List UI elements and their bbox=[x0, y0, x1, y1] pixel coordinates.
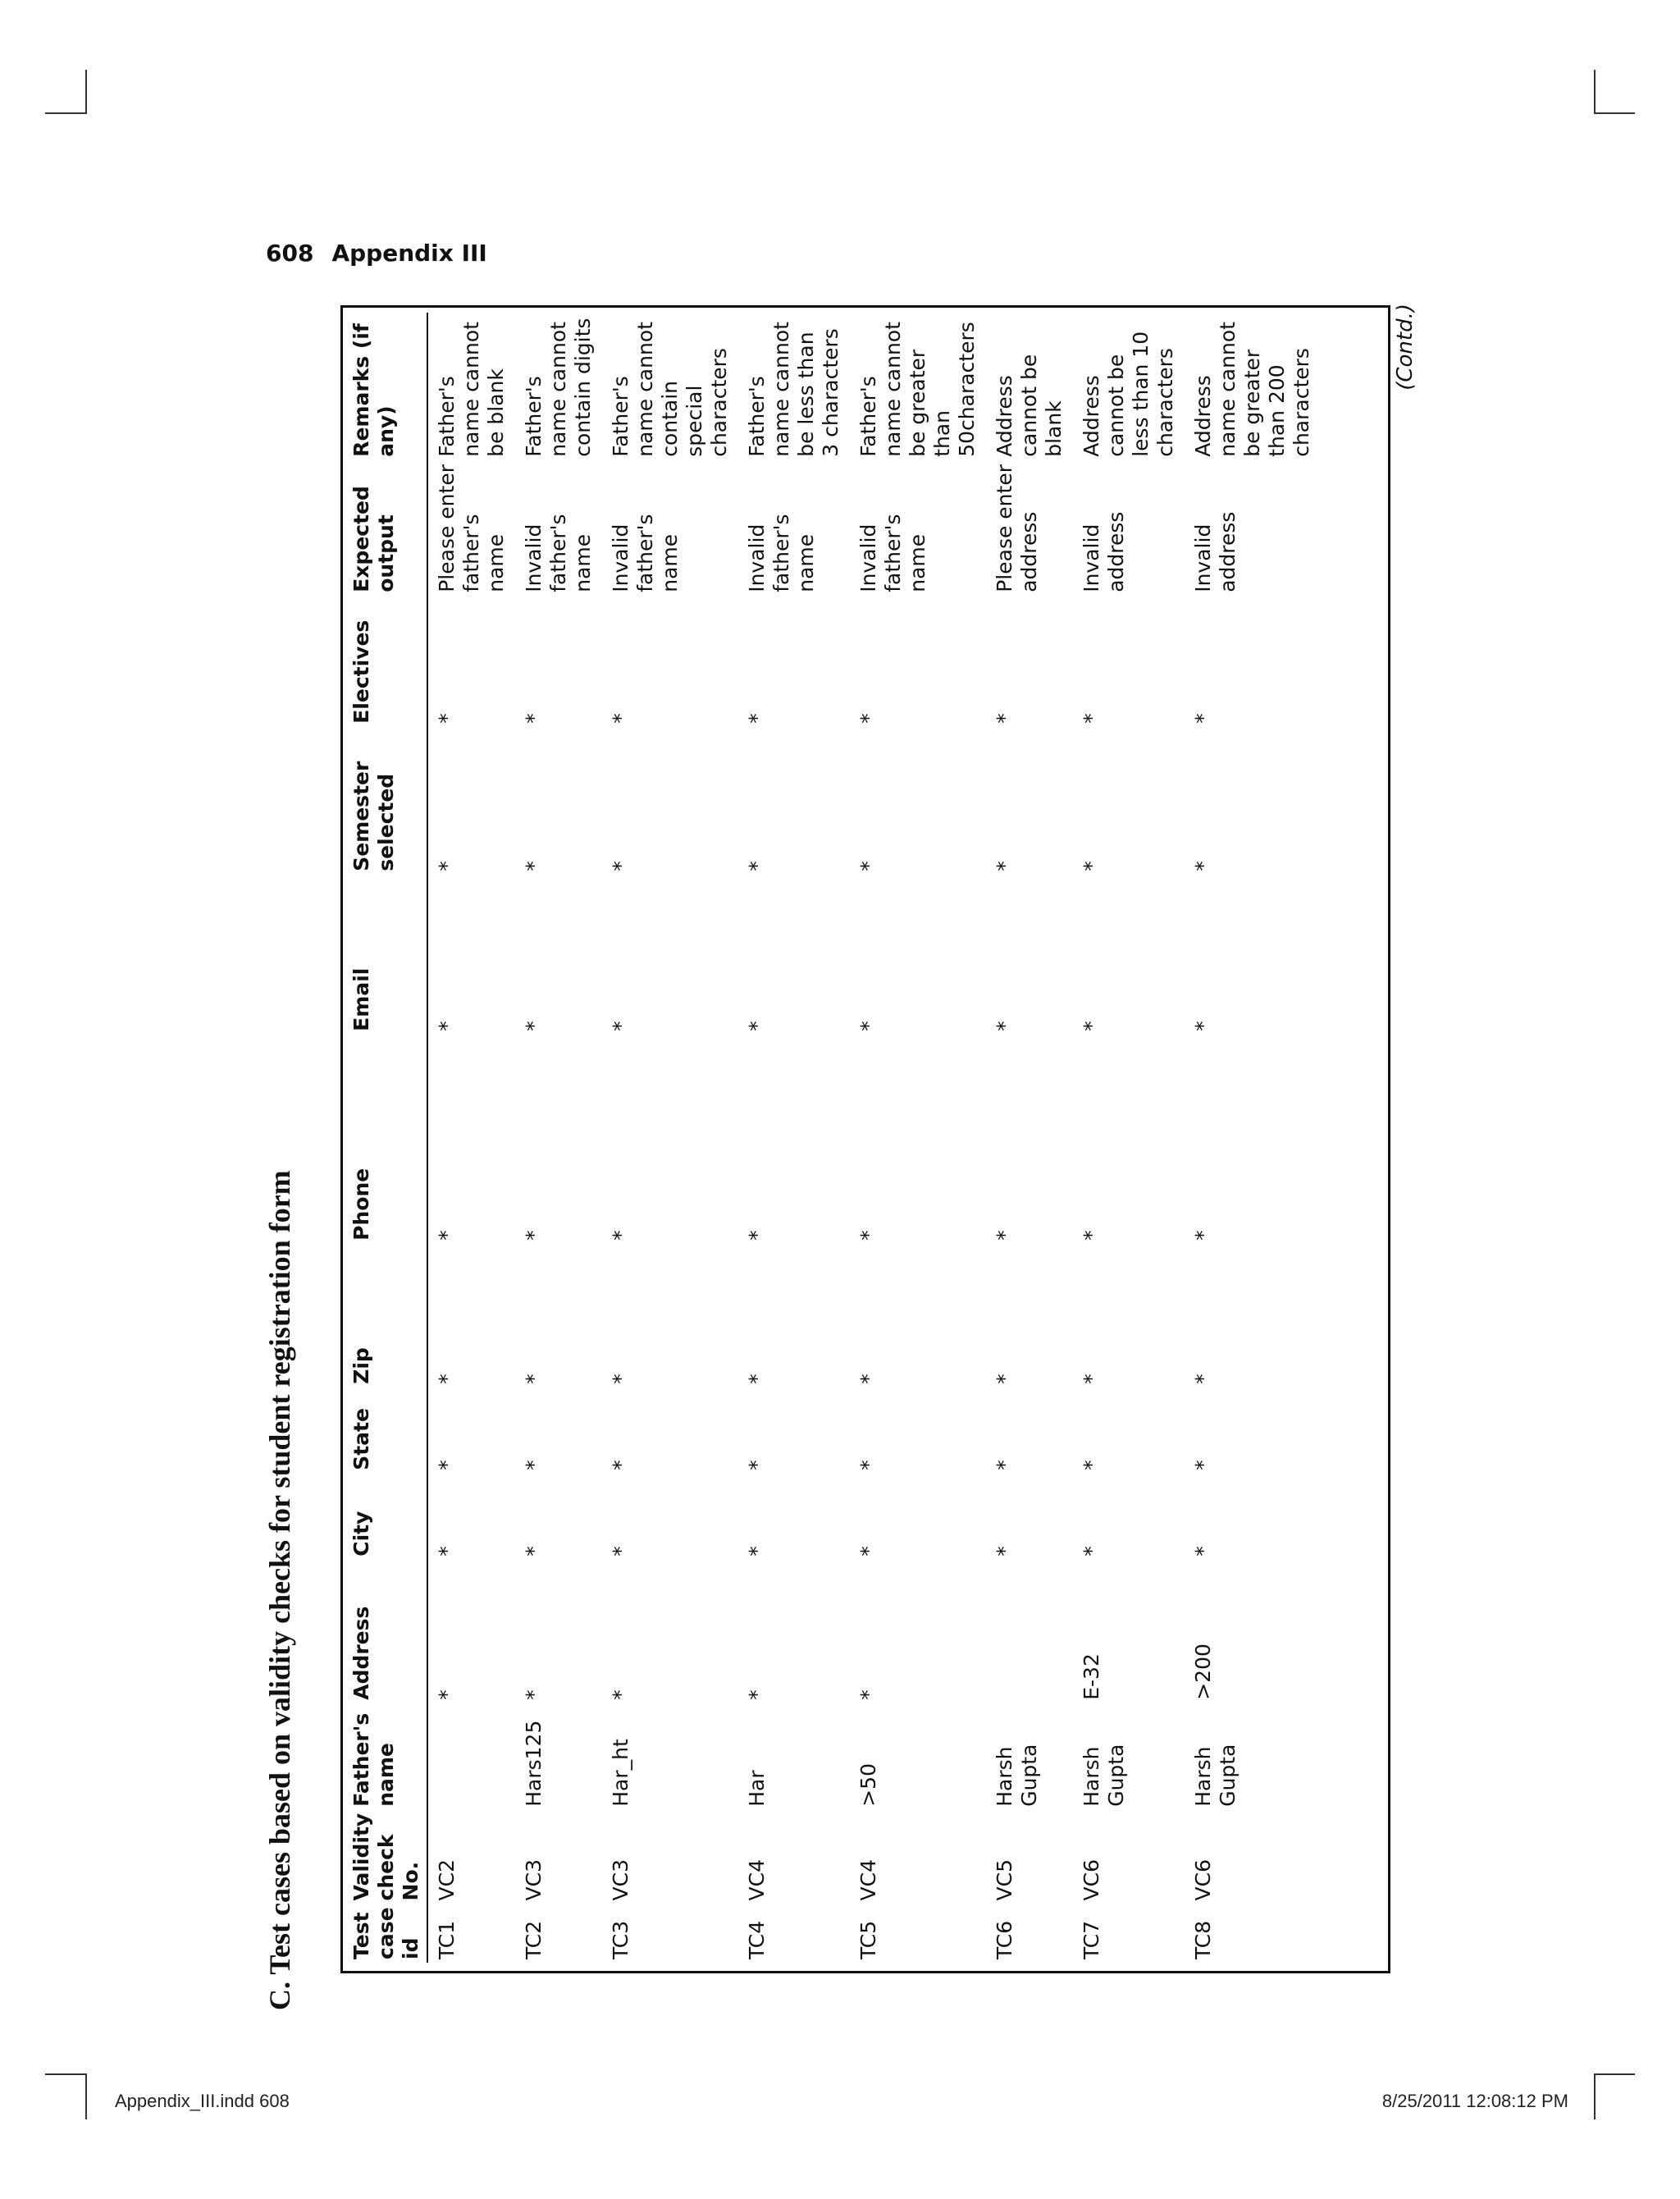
table-cell: Father's name cannot be greater than 50characters bbox=[856, 322, 979, 457]
table-cell: E-32 bbox=[1080, 1653, 1103, 1700]
crop-mark bbox=[85, 2073, 87, 2119]
column-header: Expected output bbox=[349, 486, 398, 592]
table-cell: Invalid address bbox=[1080, 511, 1128, 592]
table-cell: * bbox=[993, 1460, 1016, 1470]
table-cell: Address cannot be blank bbox=[993, 354, 1066, 457]
table-cell: * bbox=[993, 713, 1016, 724]
table-cell: Har bbox=[745, 1770, 769, 1807]
table-cell: VC2 bbox=[435, 1859, 459, 1901]
table-cell: * bbox=[522, 713, 546, 724]
table-cell: * bbox=[522, 1374, 546, 1384]
table-cell: * bbox=[993, 1546, 1016, 1557]
page-number: 608 bbox=[266, 240, 314, 267]
table-cell: * bbox=[435, 1460, 459, 1470]
table-cell: Invalid address bbox=[1191, 511, 1239, 592]
table-cell: * bbox=[745, 1230, 769, 1241]
table-body bbox=[427, 313, 1321, 1963]
table-cell: * bbox=[856, 861, 880, 871]
table-cell: Har_ht bbox=[609, 1739, 632, 1807]
table-cell: * bbox=[856, 1021, 880, 1031]
table-cell: Father's name cannot be less than 3 characters bbox=[745, 322, 842, 457]
table-cell: * bbox=[522, 1460, 546, 1470]
table-cell: * bbox=[1080, 1374, 1103, 1384]
table-cell: * bbox=[609, 1230, 632, 1241]
table-cell: * bbox=[1191, 861, 1215, 871]
table-cell: VC3 bbox=[522, 1859, 546, 1901]
table-cell: * bbox=[522, 1021, 546, 1031]
table-row bbox=[850, 313, 986, 1963]
section-title: Appendix III bbox=[331, 240, 487, 267]
column-header: Address bbox=[349, 1606, 373, 1700]
table-cell: * bbox=[435, 1021, 459, 1031]
table-cell: VC3 bbox=[609, 1859, 632, 1901]
table-cell: * bbox=[1191, 1374, 1215, 1384]
table-row bbox=[738, 313, 850, 1963]
table-row bbox=[515, 313, 602, 1963]
table-cell: * bbox=[745, 1021, 769, 1031]
table-cell: * bbox=[609, 1546, 632, 1557]
table-cell: * bbox=[435, 861, 459, 871]
slug-timestamp: 8/25/2011 12:08:12 PM bbox=[1381, 2091, 1568, 2111]
table-cell: * bbox=[856, 1230, 880, 1241]
table-cell: * bbox=[1191, 1460, 1215, 1470]
table-cell: Invalid father's name bbox=[745, 514, 818, 592]
crop-mark bbox=[45, 112, 86, 114]
table-cell: Please enter father's name bbox=[435, 464, 508, 592]
table-cell: Father's name cannot contain digits bbox=[522, 318, 595, 457]
table-cell: * bbox=[1191, 1021, 1215, 1031]
column-header: Validity check No. bbox=[349, 1813, 422, 1901]
table-row bbox=[427, 313, 515, 1963]
table-cell: * bbox=[609, 861, 632, 871]
table-row bbox=[986, 313, 1073, 1963]
slug-file: Appendix_III.indd 608 bbox=[115, 2091, 290, 2111]
table-cell: * bbox=[522, 1230, 546, 1241]
table-frame bbox=[340, 305, 1390, 1973]
table-cell: Please enter address bbox=[993, 464, 1041, 592]
crop-mark bbox=[85, 70, 87, 114]
crop-mark bbox=[1594, 2073, 1635, 2075]
continued-label: (Contd.) bbox=[1393, 304, 1418, 391]
table-cell: * bbox=[856, 1374, 880, 1384]
crop-mark bbox=[1594, 2073, 1596, 2119]
column-header: Semester selected bbox=[349, 761, 398, 871]
column-header: City bbox=[349, 1511, 373, 1557]
table-cell: TC8 bbox=[1191, 1920, 1215, 1959]
table-cell: Father's name cannot be blank bbox=[435, 322, 508, 457]
table-cell: * bbox=[745, 861, 769, 871]
crop-mark bbox=[1594, 112, 1635, 114]
table-cell: * bbox=[993, 861, 1016, 871]
column-header: Electives bbox=[349, 619, 373, 724]
column-header: Phone bbox=[349, 1168, 373, 1241]
column-header: Remarks (if any) bbox=[349, 323, 398, 457]
running-head bbox=[266, 240, 487, 267]
table-row bbox=[602, 313, 738, 1963]
table-cell: * bbox=[1080, 713, 1103, 724]
table-cell: * bbox=[1080, 1460, 1103, 1470]
table-cell: Address cannot be less than 10 characters bbox=[1080, 331, 1177, 457]
column-header: Zip bbox=[349, 1347, 373, 1384]
table-cell: VC6 bbox=[1080, 1859, 1103, 1901]
table-cell: TC2 bbox=[522, 1920, 546, 1959]
table-cell: * bbox=[745, 1689, 769, 1700]
table-cell: * bbox=[856, 713, 880, 724]
table-cell: TC6 bbox=[993, 1920, 1016, 1959]
table-cell: Address name cannot be greater than 200 characters bbox=[1191, 322, 1313, 457]
test-case-table bbox=[349, 313, 1321, 1963]
table-cell: VC4 bbox=[856, 1859, 880, 1901]
table-cell: >200 bbox=[1191, 1644, 1215, 1700]
table-cell: * bbox=[1080, 1546, 1103, 1557]
table-cell: * bbox=[435, 1374, 459, 1384]
table-cell: * bbox=[993, 1021, 1016, 1031]
table-cell: TC4 bbox=[745, 1920, 769, 1959]
column-header: Email bbox=[349, 967, 373, 1031]
table-cell: Invalid father's name bbox=[609, 514, 682, 592]
table-cell: * bbox=[745, 1374, 769, 1384]
header-row bbox=[349, 313, 427, 1963]
table-cell: * bbox=[522, 861, 546, 871]
table-cell: * bbox=[522, 1689, 546, 1700]
crop-mark bbox=[1594, 70, 1596, 114]
table-cell: Harsh Gupta bbox=[1080, 1744, 1128, 1807]
table-cell: * bbox=[435, 1230, 459, 1241]
table-cell: Invalid father's name bbox=[856, 514, 929, 592]
table-title: C. Test cases based on validity checks for student registration form bbox=[263, 1170, 296, 2010]
table-cell: * bbox=[1191, 1546, 1215, 1557]
table-cell: Harsh Gupta bbox=[993, 1744, 1041, 1807]
rotated-table-region bbox=[262, 304, 1444, 2010]
table-cell: * bbox=[609, 1374, 632, 1384]
table-cell: * bbox=[745, 1546, 769, 1557]
table-cell: VC5 bbox=[993, 1859, 1016, 1901]
table-cell: * bbox=[609, 1460, 632, 1470]
table-cell: * bbox=[609, 1021, 632, 1031]
table-cell: TC7 bbox=[1080, 1920, 1103, 1959]
table-cell: * bbox=[435, 713, 459, 724]
column-header: Test case id bbox=[349, 1907, 422, 1959]
table-cell: TC5 bbox=[856, 1920, 880, 1959]
table-cell: Invalid father's name bbox=[522, 514, 595, 592]
crop-mark bbox=[45, 2073, 86, 2075]
table-cell: * bbox=[609, 713, 632, 724]
table-cell: * bbox=[522, 1546, 546, 1557]
table-cell: * bbox=[1191, 713, 1215, 724]
table-cell: * bbox=[1191, 1230, 1215, 1241]
table-cell: * bbox=[435, 1546, 459, 1557]
table-cell: * bbox=[856, 1460, 880, 1470]
table-cell: >50 bbox=[856, 1763, 880, 1807]
table-cell: * bbox=[1080, 861, 1103, 871]
table-row bbox=[1073, 313, 1185, 1963]
table-cell: * bbox=[609, 1689, 632, 1700]
table-cell: TC3 bbox=[609, 1920, 632, 1959]
table-cell: * bbox=[856, 1689, 880, 1700]
table-cell: Hars125 bbox=[522, 1720, 546, 1807]
table-cell: * bbox=[856, 1546, 880, 1557]
table-cell bbox=[986, 1560, 1073, 1703]
table-row bbox=[1185, 313, 1321, 1963]
table-cell: * bbox=[435, 1689, 459, 1700]
table-cell: Harsh Gupta bbox=[1191, 1744, 1239, 1807]
column-header: State bbox=[349, 1408, 373, 1470]
table-cell: * bbox=[1080, 1230, 1103, 1241]
table-cell: * bbox=[993, 1374, 1016, 1384]
table-cell: Father's name cannot contain special characters bbox=[609, 322, 731, 457]
table-cell bbox=[427, 1703, 515, 1810]
table-cell: * bbox=[1080, 1021, 1103, 1031]
table-cell: * bbox=[745, 1460, 769, 1470]
table-cell: TC1 bbox=[435, 1920, 459, 1959]
table-cell: * bbox=[993, 1230, 1016, 1241]
table-cell: VC6 bbox=[1191, 1859, 1215, 1901]
table-cell: * bbox=[745, 713, 769, 724]
table-cell: VC4 bbox=[745, 1859, 769, 1901]
column-header: Father's name bbox=[349, 1712, 398, 1807]
